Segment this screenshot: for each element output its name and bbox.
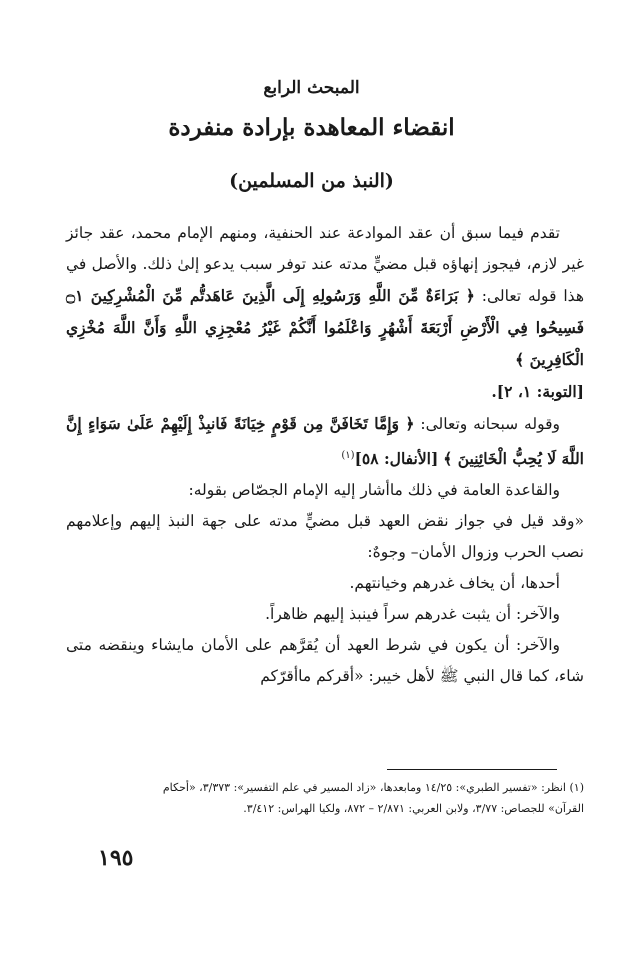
footnote-line-1: (١) انظر: «تفسير الطبري»: ١٤/٢٥ ومابعدها، «زاد المسير في علم التفسير»: ٣/٣٧٣، «أحكام (162, 781, 584, 794)
footnote-marker: (١) (341, 450, 355, 461)
verse-reference-anfal: [الأنفال: ٥٨] (354, 449, 439, 469)
section-label: المبحث الرابع (263, 78, 360, 98)
page-number: ١٩٥ (98, 845, 134, 871)
body-text (66, 218, 584, 692)
sub-title: (النبذ من المسلمين) (229, 170, 394, 192)
footnotes (66, 777, 584, 819)
list-item-third: والآخر: أن يكون في شرط العهد أن يُقرَّهم على الأمان مايشاء وينقضه متى شاء، كما قال النبي ﷺ لأهل خيبر: «أقركم ماأقرّكم (66, 636, 584, 686)
intro-text: تقدم فيما سبق أن عقد الموادعة عند الحنفية، ومنهم الإمام محمد، عقد جائز غير لازم، فيجوز إنهاؤه قبل مضيٍّ مدته عند توفر سبب يدعو إلىٰ ذلك. والأصل في هذا قوله تعالى: (66, 224, 584, 305)
paragraph-intro (66, 218, 584, 408)
main-title: انقضاء المعاهدة بإرادة منفردة (168, 114, 455, 141)
verse-reference-tawbah: [التوبة: ١، ٢]. (491, 382, 584, 401)
paragraph-quote: «وقد قيل في جواز نقض العهد قبل مضيٍّ مدته على جهة النبذ إليهم وإعلامهم نصب الحرب وزوال الأمان– وجوهٌ: (66, 512, 584, 562)
quran-verse-tawbah: ﴿ بَرَاءَةٌ مِّنَ اللَّهِ وَرَسُولِهِ إِلَى الَّذِينَ عَاهَدتُّم مِّنَ الْمُشْرِكِينَ ۝١ فَسِيحُوا فِي الْأَرْضِ أَرْبَعَةَ أَشْهُرٍ وَاعْلَمُوا أَنَّكُمْ غَيْرُ مُعْجِزِي اللَّهِ وَأَنَّ اللَّهَ مُخْزِي الْكَافِرِينَ ﴾ (66, 286, 584, 369)
list-item-second: والآخر: أن يثبت غدرهم سراً فينبذ إليهم ظاهراً. (265, 605, 560, 624)
anfal-intro-text: وقوله سبحانه وتعالى: (414, 415, 560, 433)
list-item-first: أحدها، أن يخاف غدرهم وخيانتهم. (349, 574, 560, 593)
footnote-divider (387, 769, 557, 770)
footnote-line-2: القرآن» للجصاص: ٣/٧٧، ولابن العربي: ٢/٨٧١ – ٨٧٢، ولكيا الهراس: ٣/٤١٢. (243, 802, 584, 815)
quran-verse-anfal: ﴿ وَإِمَّا تَخَافَنَّ مِن قَوْمٍ خِيَانَةً فَانبِذْ إِلَيْهِمْ عَلَىٰ سَوَاءٍ إِنَّ اللَّهَ لَا يُحِبُّ الْخَائِنِينَ ﴾ (66, 414, 584, 469)
paragraph-rule: والقاعدة العامة في ذلك ماأشار إليه الإمام الجصّاص بقوله: (188, 481, 560, 500)
paragraph-anfal (66, 408, 584, 475)
